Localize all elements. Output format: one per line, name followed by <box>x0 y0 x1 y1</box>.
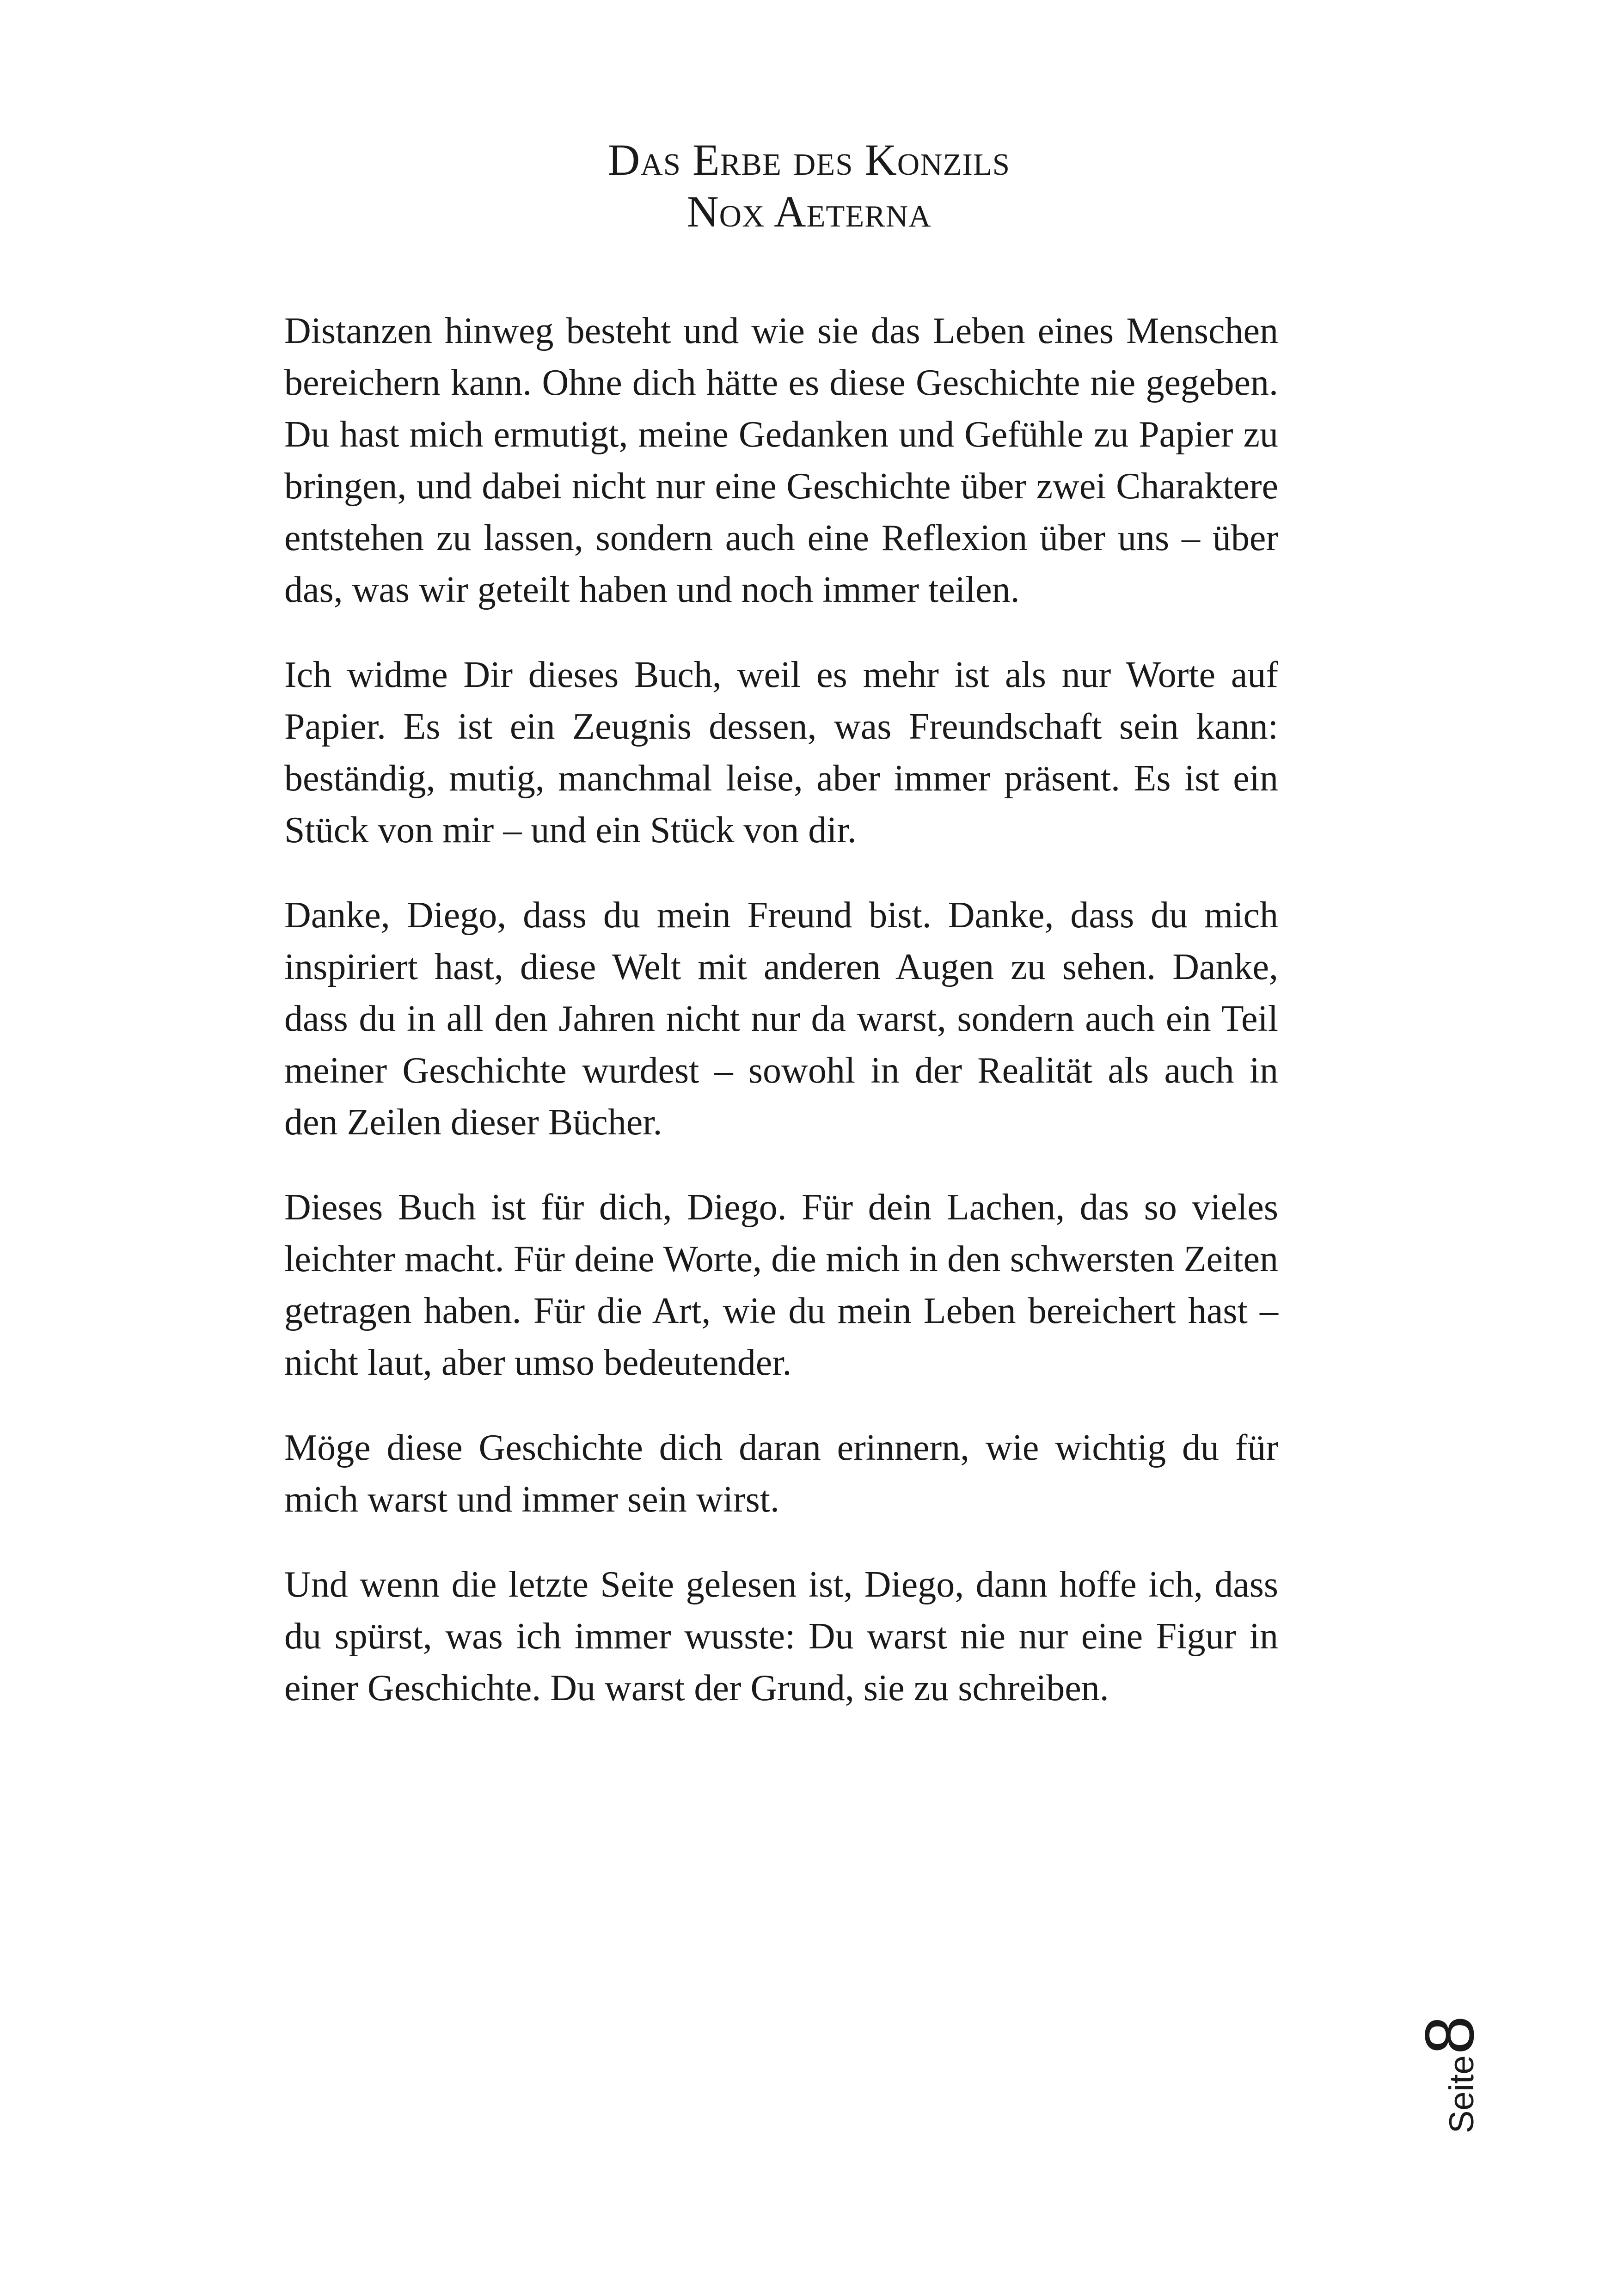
page-number-label: Seite <box>1442 2055 1481 2133</box>
paragraph: Ich widme Dir dieses Buch, weil es mehr ist als nur Worte auf Papier. Es ist ein Zeugnis dessen, was Freundschaft sein kann: beständig, mutig, manchmal leise, aber immer präsent. Es ist ein Stück von mir – und ein Stück von dir. <box>284 655 1278 851</box>
paragraph: Möge diese Geschichte dich daran erinnern, wie wichtig du für mich warst und immer sein wirst. <box>284 1427 1278 1520</box>
paragraph: Und wenn die letzte Seite gelesen ist, Diego, dann hoffe ich, dass du spürst, was ich immer wusste: Du warst nie nur eine Figur in einer Geschichte. Du warst der Grund, sie zu schreiben. <box>284 1564 1278 1708</box>
paragraph: Distanzen hinweg besteht und wie sie das Leben eines Menschen bereichern kann. Ohne dich hätte es diese Geschichte nie gegeben. Du hast mich ermutigt, meine Gedanken und Gefühle zu Papier zu bringen, und dabei nicht nur eine Geschichte über zwei Charaktere entstehen zu lassen, sondern auch eine Reflexion über uns – über das, was wir geteilt haben und noch immer teilen. <box>284 311 1278 610</box>
book-title: Das Erbe des Konzils <box>607 135 1011 184</box>
book-subtitle: Nox Aeterna <box>686 187 932 236</box>
page-number-value: 8 <box>1410 2015 1488 2055</box>
body-text <box>284 305 1278 1747</box>
running-header <box>0 134 1618 238</box>
paragraph: Dieses Buch ist für dich, Diego. Für dein Lachen, das so vieles leichter macht. Für deine Worte, die mich in den schwersten Zeiten getragen haben. Für die Art, wie du mein Leben bereichert hast – nicht laut, aber umso bedeutender. <box>284 1187 1278 1383</box>
paragraph: Danke, Diego, dass du mein Freund bist. Danke, dass du mich inspiriert hast, diese Welt mit anderen Augen zu sehen. Danke, dass du in all den Jahren nicht nur da warst, sondern auch ein Teil meiner Geschichte wurdest – sowohl in der Realität als auch in den Zeilen dieser Bücher. <box>284 895 1278 1143</box>
page-number <box>1410 1948 1488 2133</box>
